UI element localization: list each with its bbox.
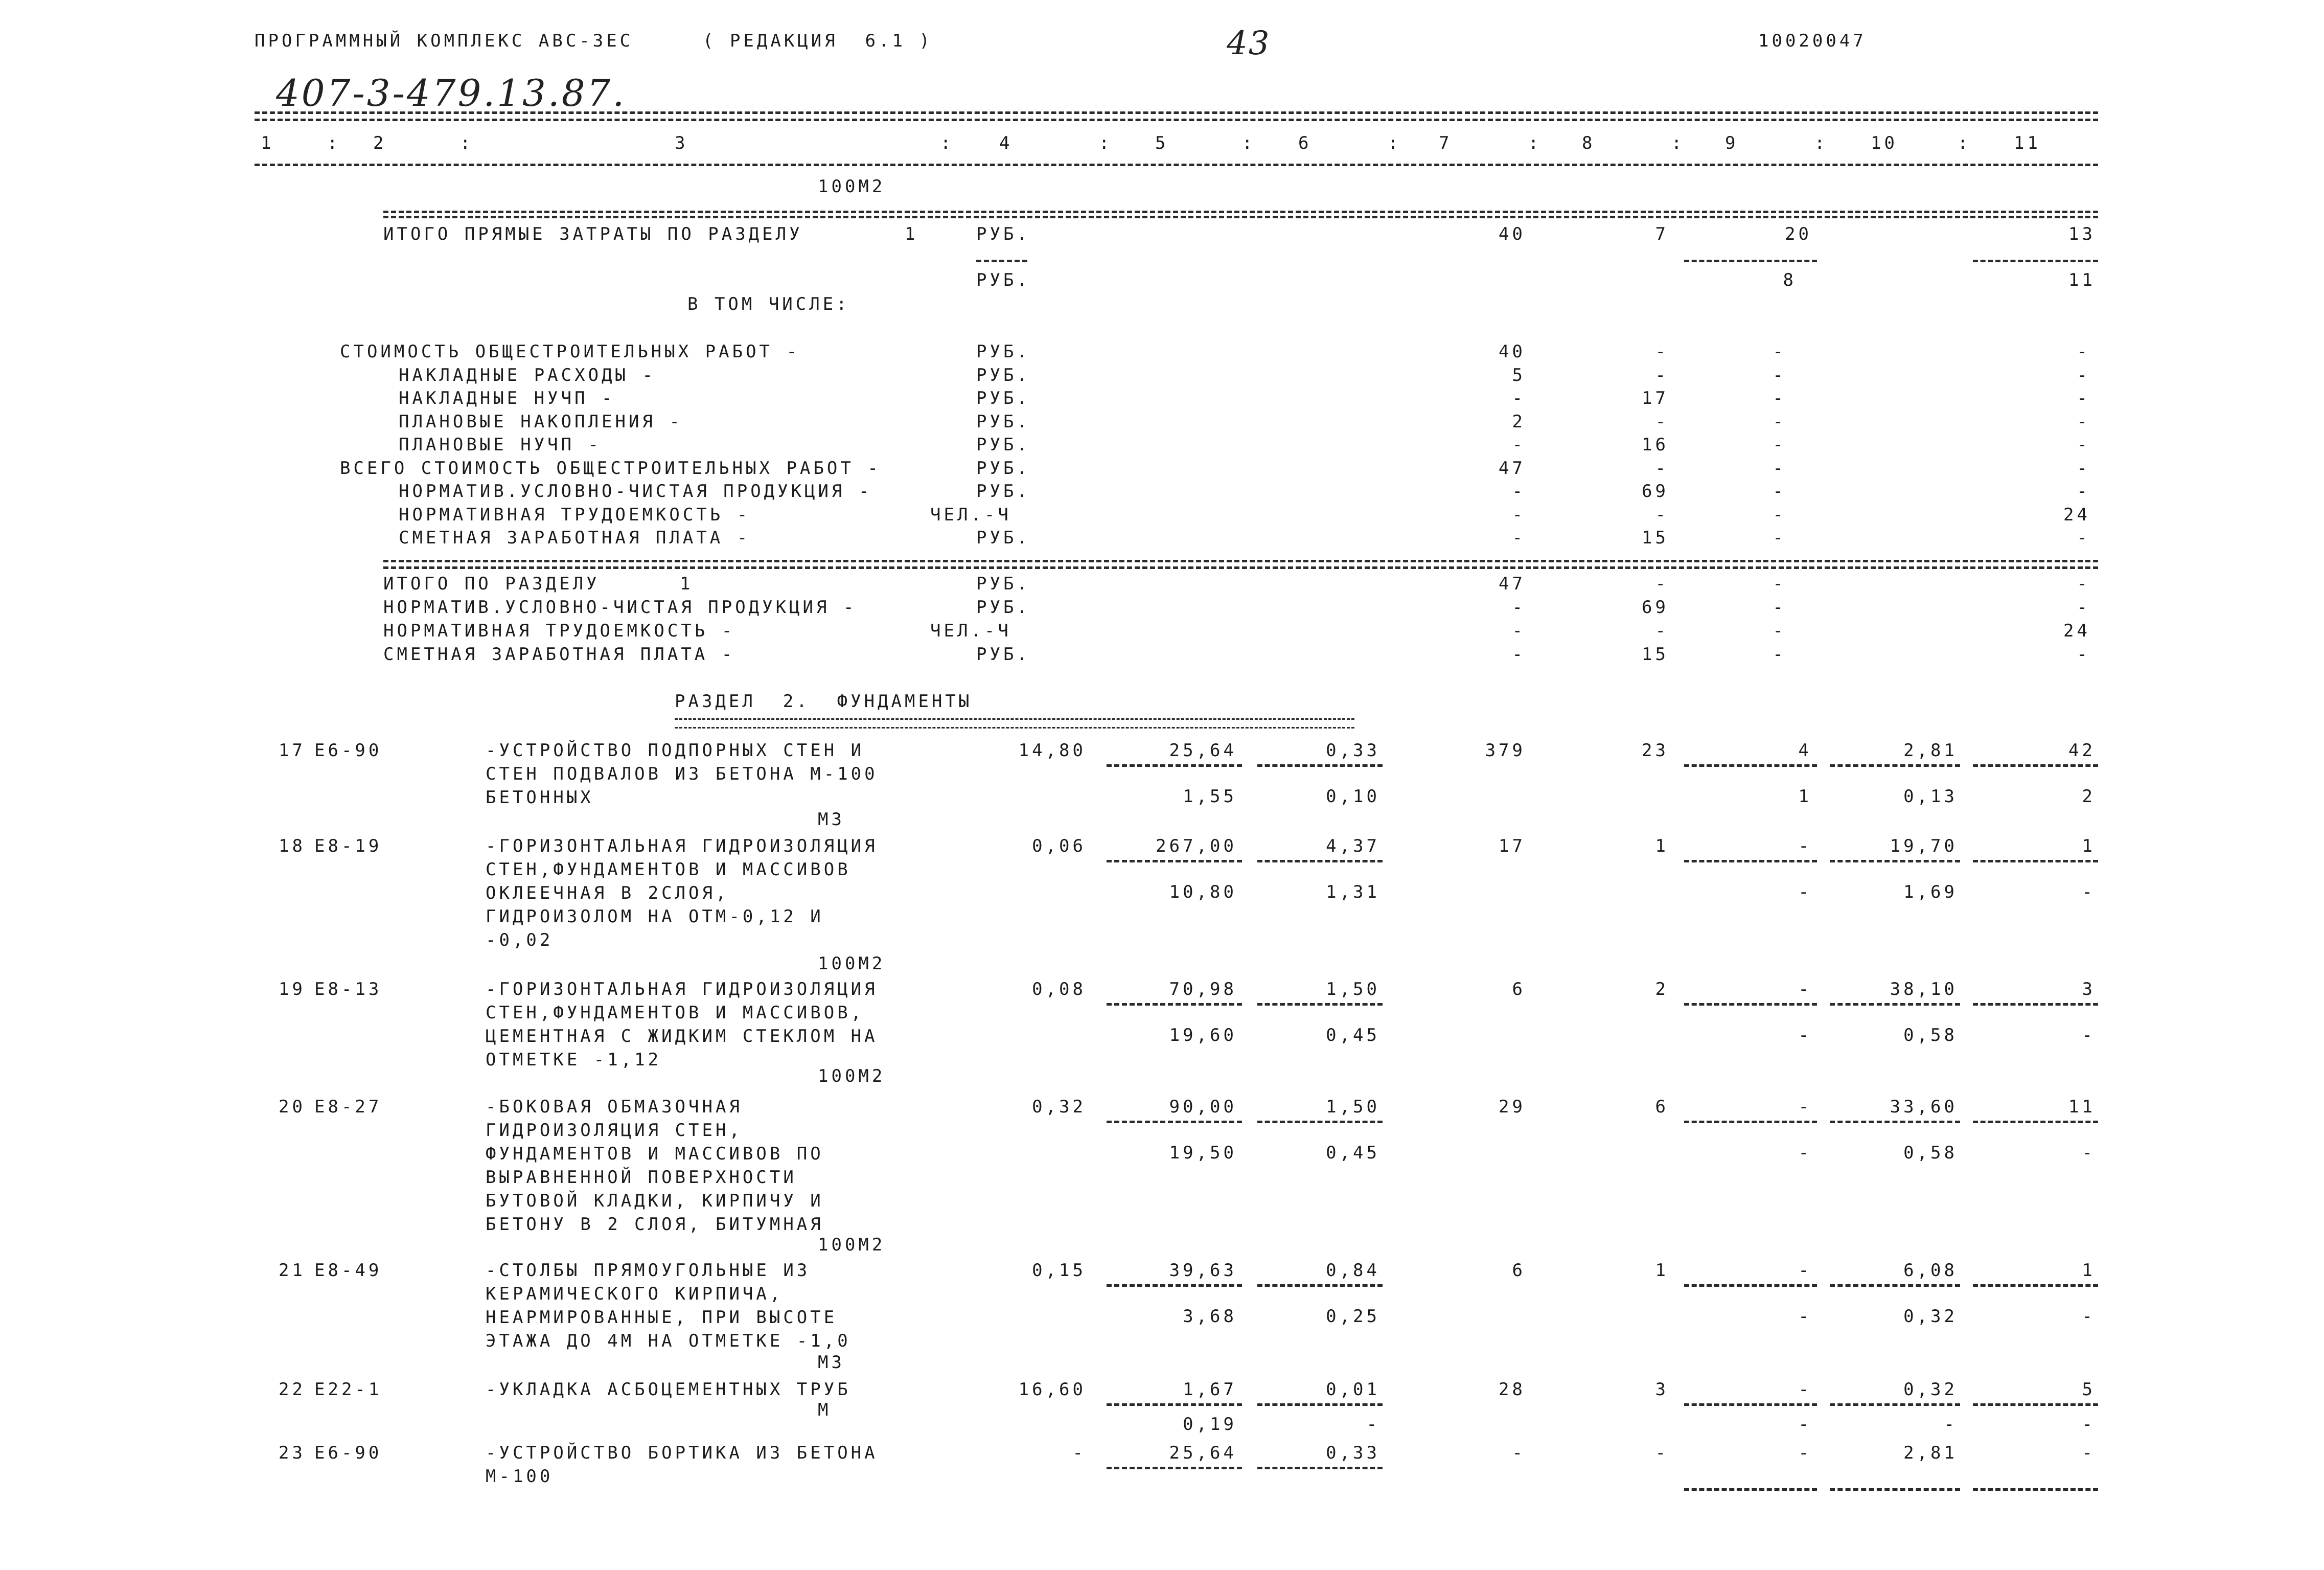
direct-costs-label: ИТОГО ПРЯМЫЕ ЗАТРАТЫ ПО РАЗДЕЛУ	[383, 224, 803, 244]
cell-c9: -	[1773, 411, 1786, 432]
cell-c8: 16	[1642, 435, 1669, 455]
cell-c5-sub: 1,55	[1183, 786, 1237, 807]
cell-c9: 20	[1785, 224, 1812, 244]
cell-c7: 5	[1512, 365, 1526, 385]
cell-c10: 2,81	[1903, 740, 1958, 761]
section-number: 1	[680, 574, 694, 594]
cell-rule	[1684, 860, 1817, 862]
item-unit: 100М2	[818, 1235, 886, 1255]
cell-c7: 40	[1499, 342, 1526, 362]
section-title: РАЗДЕЛ 2. ФУНДАМЕНТЫ	[675, 691, 973, 712]
section-title-double-rule	[675, 718, 1354, 729]
cost-row-label: СТОИМОСТЬ ОБЩЕСТРОИТЕЛЬНЫХ РАБОТ -	[340, 342, 800, 362]
cell-c10-sub: 0,58	[1903, 1143, 1958, 1163]
cell-c9: -	[1773, 574, 1786, 594]
column-header-11: 11	[2014, 133, 2041, 153]
cell-c7: 379	[1485, 740, 1526, 761]
cell-c8: -	[1655, 365, 1669, 385]
cell-c11: 13	[2068, 224, 2096, 244]
cell-rule	[1684, 1284, 1817, 1287]
item-description: ВЫРАВНЕННОЙ ПОВЕРХНОСТИ	[486, 1167, 797, 1188]
cell-c8: 15	[1642, 644, 1669, 665]
including-label: В ТОМ ЧИСЛЕ:	[687, 294, 850, 314]
cell-c10: 6,08	[1903, 1260, 1958, 1281]
cell-c7: -	[1512, 528, 1526, 548]
cell-rule	[1257, 764, 1383, 767]
document-code: 10020047	[1758, 31, 1867, 51]
cell-c9-sub: -	[1798, 1143, 1812, 1163]
cell-c9: -	[1798, 836, 1812, 856]
cell-c6: 1,50	[1326, 979, 1380, 999]
item-description: -БОКОВАЯ ОБМАЗОЧНАЯ	[486, 1097, 743, 1117]
cell-c8: 69	[1642, 597, 1669, 618]
cell-c8: -	[1655, 621, 1669, 641]
cell-rule	[1973, 260, 2098, 262]
item-number: 23	[279, 1443, 306, 1463]
item-number: 19	[279, 979, 306, 999]
cell-rule	[1830, 1488, 1960, 1491]
top-rule	[255, 111, 2098, 114]
item-description: БУТОВОЙ КЛАДКИ, КИРПИЧУ И	[486, 1191, 824, 1211]
item-description: ОКЛЕЕЧНАЯ В 2СЛОЯ,	[486, 883, 729, 903]
cost-row-unit: РУБ.	[976, 411, 1030, 432]
cell-rule	[1107, 860, 1242, 862]
cell-c7: -	[1512, 621, 1526, 641]
cell-rule	[1973, 1403, 2098, 1406]
header-rule	[255, 164, 2098, 166]
cell-c9: -	[1773, 621, 1786, 641]
cell-rule	[1973, 1284, 2098, 1287]
cell-c11: -	[2077, 388, 2090, 408]
column-separator: :	[460, 133, 474, 153]
cost-row-unit: РУБ.	[976, 388, 1030, 408]
column-separator: :	[327, 133, 341, 153]
cell-c7: 47	[1499, 458, 1526, 479]
cell-c8: 1	[1655, 1260, 1669, 1281]
program-edition: ( РЕДАКЦИЯ 6.1 )	[703, 31, 933, 51]
cell-c11-sub: -	[2082, 1306, 2096, 1327]
cell-rule	[1107, 1403, 1242, 1406]
item-description: ГИДРОИЗОЛОМ НА ОТМ-0,12 И	[486, 906, 824, 927]
cell-rule	[1684, 1488, 1817, 1491]
cell-c11: 1	[2082, 1260, 2096, 1281]
cell-c5-sub: 0,19	[1183, 1414, 1237, 1435]
cell-c7: 40	[1499, 224, 1526, 244]
cell-c6: 4,37	[1326, 836, 1380, 856]
cell-c11: -	[2082, 1443, 2096, 1463]
cell-c9-sub: -	[1798, 1306, 1812, 1327]
cell-c8: 6	[1655, 1097, 1669, 1117]
column-separator: :	[1814, 133, 1828, 153]
cell-rule	[1973, 1003, 2098, 1006]
cell-c4: 0,06	[1032, 836, 1086, 856]
cell-c8: 1	[1655, 836, 1669, 856]
top-rule	[255, 119, 2098, 121]
item-unit: 100М2	[818, 1066, 886, 1086]
cell-c10: 38,10	[1890, 979, 1958, 999]
cell-c6-sub: 1,31	[1326, 882, 1380, 902]
cell-c4: -	[1072, 1443, 1086, 1463]
cell-c10: 19,70	[1890, 836, 1958, 856]
cell-c9: -	[1773, 644, 1786, 665]
cell-c7: 17	[1499, 836, 1526, 856]
item-number: 17	[279, 740, 306, 761]
column-header-7: 7	[1439, 133, 1453, 153]
cell-c11-sub: -	[2082, 1025, 2096, 1045]
item-description: ЦЕМЕНТНАЯ С ЖИДКИМ СТЕКЛОМ НА	[486, 1026, 878, 1046]
cell-c11: 24	[2063, 504, 2090, 525]
handwritten-reference: 407-3-479.13.87.	[276, 72, 627, 115]
column-header-3: 3	[675, 133, 688, 153]
cell-rule	[1684, 1403, 1817, 1406]
cell-c11: 42	[2068, 740, 2096, 761]
cell-c8: -	[1655, 574, 1669, 594]
cell-c9: -	[1798, 1097, 1812, 1117]
cell-rule	[1830, 860, 1960, 862]
cell-rule	[1830, 1121, 1960, 1123]
cell-c6-sub: 0,10	[1326, 786, 1380, 807]
cell-c8: -	[1655, 342, 1669, 362]
item-description: ФУНДАМЕНТОВ И МАССИВОВ ПО	[486, 1144, 824, 1164]
item-code: Е8-19	[314, 836, 382, 856]
item-description: СТЕН,ФУНДАМЕНТОВ И МАССИВОВ,	[486, 1003, 865, 1023]
column-header-5: 5	[1155, 133, 1169, 153]
cost-row-label: ПЛАНОВЫЕ НУЧП -	[399, 435, 602, 455]
page-number: 43	[1227, 25, 1271, 62]
cell-c7: 2	[1512, 411, 1526, 432]
cell-c5: 25,64	[1169, 740, 1237, 761]
cell-rule	[1107, 764, 1242, 767]
column-header-6: 6	[1298, 133, 1312, 153]
column-header-9: 9	[1725, 133, 1739, 153]
cell-c7: 6	[1512, 979, 1526, 999]
cell-rule	[1973, 1121, 2098, 1123]
item-description: БЕТОНУ В 2 СЛОЯ, БИТУМНАЯ	[486, 1214, 824, 1235]
cell-c10-sub: -	[1944, 1414, 1958, 1435]
item-number: 21	[279, 1260, 306, 1281]
cell-c9: -	[1773, 504, 1786, 525]
cost-row-unit: РУБ.	[976, 435, 1030, 455]
cell-c11: -	[2077, 435, 2090, 455]
cell-c9-sub: 1	[1798, 786, 1812, 807]
cell-c8: -	[1655, 458, 1669, 479]
unit-label: 100М2	[818, 176, 886, 197]
item-code: Е8-49	[314, 1260, 382, 1281]
cell-c9: 4	[1798, 740, 1812, 761]
cell-c9: -	[1773, 342, 1786, 362]
item-description: КЕРАМИЧЕСКОГО КИРПИЧА,	[486, 1284, 784, 1304]
cell-c5: 39,63	[1169, 1260, 1237, 1281]
column-separator: :	[1528, 133, 1542, 153]
cell-c11-sub: -	[2082, 1143, 2096, 1163]
cell-c7: 6	[1512, 1260, 1526, 1281]
cell-c11: 24	[2063, 621, 2090, 641]
cell-c5: 25,64	[1169, 1443, 1237, 1463]
item-number: 18	[279, 836, 306, 856]
cell-c4: 0,08	[1032, 979, 1086, 999]
cell-c7: -	[1512, 388, 1526, 408]
cell-c8: -	[1655, 411, 1669, 432]
cell-c9: -	[1798, 979, 1812, 999]
item-description: -СТОЛБЫ ПРЯМОУГОЛЬНЫЕ ИЗ	[486, 1260, 811, 1281]
cell-c4: 0,32	[1032, 1097, 1086, 1117]
item-unit: М	[818, 1400, 832, 1420]
cell-rule	[1257, 1003, 1383, 1006]
cell-c9: -	[1773, 597, 1786, 618]
cell-c10: 0,32	[1903, 1379, 1958, 1400]
cost-row-unit: РУБ.	[976, 481, 1030, 502]
item-code: Е8-27	[314, 1097, 382, 1117]
cell-c7: -	[1512, 597, 1526, 618]
unit-rule	[976, 260, 1027, 262]
column-separator: :	[1958, 133, 1971, 153]
column-header-1: 1	[261, 133, 274, 153]
cell-c8: 2	[1655, 979, 1669, 999]
cost-row-unit: РУБ.	[976, 528, 1030, 548]
item-unit: М3	[818, 1352, 845, 1373]
column-separator: :	[1242, 133, 1256, 153]
cell-c11-sub: -	[2082, 882, 2096, 902]
section-number: 1	[905, 224, 918, 244]
cell-c9: -	[1798, 1379, 1812, 1400]
cell-c5: 90,00	[1169, 1097, 1237, 1117]
cell-c11: -	[2077, 644, 2090, 665]
item-description: НЕАРМИРОВАННЫЕ, ПРИ ВЫСОТЕ	[486, 1307, 838, 1328]
summary-rule	[383, 216, 2098, 218]
cell-c11: -	[2077, 342, 2090, 362]
cell-c6: 1,50	[1326, 1097, 1380, 1117]
cell-rule	[1684, 764, 1817, 767]
cell-c11: 5	[2082, 1379, 2096, 1400]
cost-row-label: НОРМАТИВ.УСЛОВНО-ЧИСТАЯ ПРОДУКЦИЯ -	[399, 481, 872, 502]
item-number: 22	[279, 1379, 306, 1400]
cell-rule	[1973, 764, 2098, 767]
cell-c9-sub: -	[1798, 882, 1812, 902]
cell-c8: 23	[1642, 740, 1669, 761]
item-description: -ГОРИЗОНТАЛЬНАЯ ГИДРОИЗОЛЯЦИЯ	[486, 836, 878, 856]
cell-c5-sub: 19,50	[1169, 1143, 1237, 1163]
cell-c9: -	[1798, 1443, 1812, 1463]
cell-c10-sub: 0,58	[1903, 1025, 1958, 1045]
cell-c11: -	[2077, 411, 2090, 432]
cell-c8: -	[1655, 504, 1669, 525]
total-rule	[383, 566, 2098, 569]
section-total-label: ИТОГО ПО РАЗДЕЛУ	[383, 574, 600, 594]
cost-row-label: НОРМАТИВНАЯ ТРУДОЕМКОСТЬ -	[399, 504, 751, 525]
cell-c9: -	[1773, 365, 1786, 385]
cell-c5: 70,98	[1169, 979, 1237, 999]
cell-c11-sub: 11	[2068, 270, 2096, 290]
item-description: ГИДРОИЗОЛЯЦИЯ СТЕН,	[486, 1120, 743, 1141]
cell-c6-sub: 0,25	[1326, 1306, 1380, 1327]
cell-c11: 11	[2068, 1097, 2096, 1117]
cell-rule	[1684, 1121, 1817, 1123]
column-header-8: 8	[1582, 133, 1596, 153]
total-row-label: НОРМАТИВ.УСЛОВНО-ЧИСТАЯ ПРОДУКЦИЯ -	[383, 597, 857, 618]
cell-c6: 0,84	[1326, 1260, 1380, 1281]
cell-c6: 0,01	[1326, 1379, 1380, 1400]
cost-row-label: ВСЕГО СТОИМОСТЬ ОБЩЕСТРОИТЕЛЬНЫХ РАБОТ -	[340, 458, 881, 479]
cell-c8: 7	[1655, 224, 1669, 244]
item-description: СТЕН,ФУНДАМЕНТОВ И МАССИВОВ	[486, 859, 851, 880]
cell-c11: -	[2077, 365, 2090, 385]
cell-c7: -	[1512, 644, 1526, 665]
column-header-10: 10	[1871, 133, 1898, 153]
cost-row-label: СМЕТНАЯ ЗАРАБОТНАЯ ПЛАТА -	[399, 528, 751, 548]
cell-rule	[1107, 1121, 1242, 1123]
cell-c9: -	[1798, 1260, 1812, 1281]
cell-c7: 47	[1499, 574, 1526, 594]
unit-rub: РУБ.	[976, 224, 1030, 244]
cell-c7: 29	[1499, 1097, 1526, 1117]
cost-row-unit: РУБ.	[976, 365, 1030, 385]
column-header-4: 4	[999, 133, 1013, 153]
cell-c5: 1,67	[1183, 1379, 1237, 1400]
cell-c7: -	[1512, 435, 1526, 455]
cell-c9: -	[1773, 528, 1786, 548]
cell-c10-sub: 1,69	[1903, 882, 1958, 902]
cell-c11: 3	[2082, 979, 2096, 999]
item-unit: 100М2	[818, 953, 886, 974]
total-rule	[383, 560, 2098, 562]
item-unit: М3	[818, 809, 845, 830]
cell-rule	[1973, 1488, 2098, 1491]
cell-c10: 33,60	[1890, 1097, 1958, 1117]
item-description: -0,02	[486, 930, 554, 950]
cell-c11: 1	[2082, 836, 2096, 856]
cell-c7: -	[1512, 504, 1526, 525]
column-separator: :	[1388, 133, 1401, 153]
cell-c9: -	[1773, 435, 1786, 455]
cell-rule	[1684, 1003, 1817, 1006]
cell-c8: 69	[1642, 481, 1669, 502]
cell-c7: -	[1512, 1443, 1526, 1463]
cell-c11: -	[2077, 481, 2090, 502]
cell-c11-sub: -	[2082, 1414, 2096, 1435]
cell-c4: 14,80	[1018, 740, 1086, 761]
cell-c7: 28	[1499, 1379, 1526, 1400]
item-code: Е6-90	[314, 1443, 382, 1463]
item-description: -УСТРОЙСТВО ПОДПОРНЫХ СТЕН И	[486, 740, 865, 761]
cost-row-unit: ЧЕЛ.-Ч	[930, 504, 1011, 525]
cell-c5-sub: 19,60	[1169, 1025, 1237, 1045]
cell-c6-sub: 0,45	[1326, 1143, 1380, 1163]
cell-rule	[1107, 1467, 1242, 1469]
item-description: -УСТРОЙСТВО БОРТИКА ИЗ БЕТОНА	[486, 1443, 878, 1463]
cell-rule	[1684, 260, 1817, 262]
cell-c4: 16,60	[1018, 1379, 1086, 1400]
total-row-label: НОРМАТИВНАЯ ТРУДОЕМКОСТЬ -	[383, 621, 735, 641]
item-description: -УКЛАДКА АСБОЦЕМЕНТНЫХ ТРУБ	[486, 1379, 851, 1400]
cell-c10: 2,81	[1903, 1443, 1958, 1463]
cell-c4: 0,15	[1032, 1260, 1086, 1281]
cell-c5: 267,00	[1156, 836, 1237, 856]
cost-row-label: НАКЛАДНЫЕ РАСХОДЫ -	[399, 365, 656, 385]
item-code: Е22-1	[314, 1379, 382, 1400]
item-description: ОТМЕТКЕ -1,12	[486, 1050, 662, 1070]
item-number: 20	[279, 1097, 306, 1117]
cell-rule	[1107, 1003, 1242, 1006]
column-separator: :	[1099, 133, 1113, 153]
total-row-label: СМЕТНАЯ ЗАРАБОТНАЯ ПЛАТА -	[383, 644, 735, 665]
cell-rule	[1257, 1467, 1383, 1469]
cost-row-label: НАКЛАДНЫЕ НУЧП -	[399, 388, 615, 408]
cell-rule	[1973, 860, 2098, 862]
cell-c11: -	[2077, 597, 2090, 618]
cell-rule	[1257, 860, 1383, 862]
cell-rule	[1257, 1403, 1383, 1406]
unit-rub: РУБ.	[976, 270, 1030, 290]
cell-c9: -	[1773, 458, 1786, 479]
cell-c8: 17	[1642, 388, 1669, 408]
column-header-2: 2	[373, 133, 387, 153]
cell-c11: -	[2077, 458, 2090, 479]
cell-c11-sub: 2	[2082, 786, 2096, 807]
cell-rule	[1830, 1003, 1960, 1006]
program-title: ПРОГРАММНЫЙ КОМПЛЕКС АВС-3ЕС	[255, 31, 634, 51]
total-row-unit: РУБ.	[976, 644, 1030, 665]
column-separator: :	[940, 133, 954, 153]
cell-c6: 0,33	[1326, 740, 1380, 761]
column-separator: :	[1671, 133, 1685, 153]
item-description: ЭТАЖА ДО 4М НА ОТМЕТКЕ -1,0	[486, 1331, 851, 1351]
cell-c8: 15	[1642, 528, 1669, 548]
cell-c9-sub: 8	[1783, 270, 1797, 290]
cell-c9: -	[1773, 388, 1786, 408]
cost-row-label: ПЛАНОВЫЕ НАКОПЛЕНИЯ -	[399, 411, 683, 432]
cell-rule	[1830, 764, 1960, 767]
item-code: Е8-13	[314, 979, 382, 999]
item-description: СТЕН ПОДВАЛОВ ИЗ БЕТОНА М-100	[486, 764, 878, 784]
cell-c6-sub: -	[1366, 1414, 1380, 1435]
total-row-unit: ЧЕЛ.-Ч	[930, 621, 1011, 641]
item-description: -ГОРИЗОНТАЛЬНАЯ ГИДРОИЗОЛЯЦИЯ	[486, 979, 878, 999]
cell-c6: 0,33	[1326, 1443, 1380, 1463]
cell-c9: -	[1773, 481, 1786, 502]
cell-c11: -	[2077, 528, 2090, 548]
cell-rule	[1107, 1284, 1242, 1287]
total-row-unit: РУБ.	[976, 597, 1030, 618]
cell-c9-sub: -	[1798, 1025, 1812, 1045]
cell-c5-sub: 10,80	[1169, 882, 1237, 902]
cell-c10-sub: 0,32	[1903, 1306, 1958, 1327]
item-description: БЕТОННЫХ	[486, 787, 594, 808]
cost-row-unit: РУБ.	[976, 458, 1030, 479]
cell-c5-sub: 3,68	[1183, 1306, 1237, 1327]
cost-row-unit: РУБ.	[976, 342, 1030, 362]
cell-rule	[1257, 1121, 1383, 1123]
cell-rule	[1830, 1284, 1960, 1287]
summary-rule	[383, 211, 2098, 213]
total-row-unit: РУБ.	[976, 574, 1030, 594]
cell-rule	[1257, 1284, 1383, 1287]
item-code: Е6-90	[314, 740, 382, 761]
cell-c6-sub: 0,45	[1326, 1025, 1380, 1045]
cell-c8: 3	[1655, 1379, 1669, 1400]
cell-c10-sub: 0,13	[1903, 786, 1958, 807]
item-description: М-100	[486, 1466, 554, 1487]
cell-c7: -	[1512, 481, 1526, 502]
cell-rule	[1830, 1403, 1960, 1406]
cell-c9-sub: -	[1798, 1414, 1812, 1435]
cell-c11: -	[2077, 574, 2090, 594]
cell-c8: -	[1655, 1443, 1669, 1463]
